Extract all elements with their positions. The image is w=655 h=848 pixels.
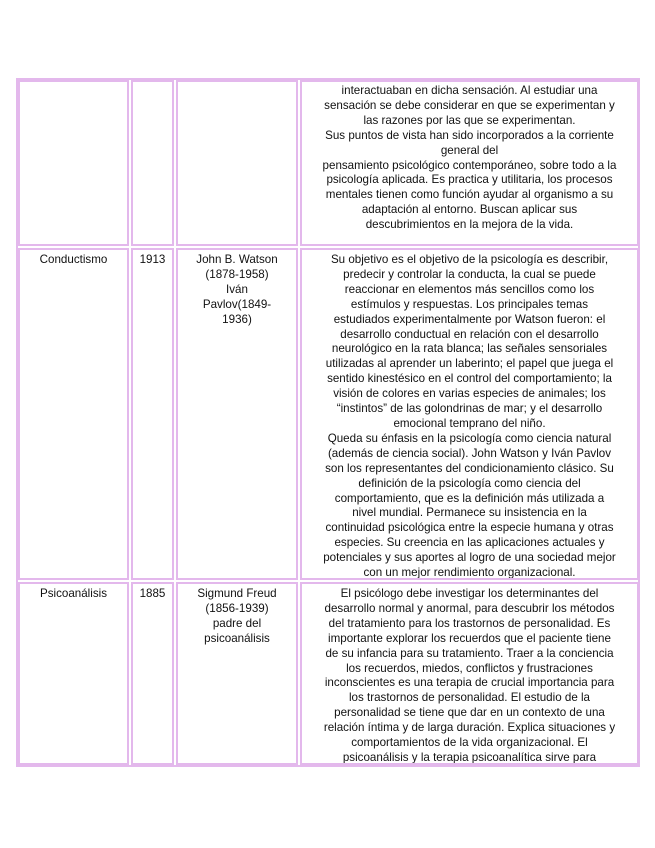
table-cell-year bbox=[131, 582, 174, 765]
table-cell-year bbox=[131, 248, 174, 580]
table-cell-school bbox=[18, 582, 129, 765]
description-paragraph: Queda su énfasis en la psicología como ciencia natural (además de ciencia social). John Watson y Iván Pavlov son los representantes del condicionamiento clásico. Su definición de la psicología como ciencia del comportamiento, que es la definición más utilizada a nivel mundial. Permanece su insistencia en la continuidad psicológica entre la especie humana y otras especies. Su creencia en las aplicaciones actuales y potenciales y sus aportes al logro de una sociedad mejor con un mejor rendimiento organizacional. bbox=[323, 431, 616, 580]
school-year: 1913 bbox=[139, 253, 166, 266]
table-cell-description bbox=[300, 248, 639, 580]
table-cell-school bbox=[18, 248, 129, 580]
description-paragraph: interactuaban en dicha sensación. Al estudiar una sensación se debe considerar en que se experimentan y las razones por las que se experimentan. bbox=[324, 84, 615, 127]
description-paragraph: pensamiento psicológico contemporáneo, sobre todo a la psicología aplicada. Es practica y utilitaria, los procesos mentales tienen como función ayudar al organismo a su adaptación al entorno. Buscan aplicar sus descubrimientos en la mejora de la vida. bbox=[322, 158, 617, 232]
table-cell-authors bbox=[176, 80, 298, 246]
school-year: 1885 bbox=[139, 587, 166, 600]
table-cell-description bbox=[300, 80, 639, 246]
description-paragraph: Sus puntos de vista han sido incorporados a la corriente general del bbox=[325, 128, 614, 157]
table-cell-school bbox=[18, 80, 129, 246]
description-paragraph: Su objetivo es el objetivo de la psicología es describir, predecir y controlar la conducta, la cual se puede reaccionar en elementos más sencillos como los estímulos y respuestas. Los principales temas estudiados experimentalmente por Watson fueron: el desarrollo conductual en relación con el desarrollo neurológico en la rata blanca; las señales sensoriales utilizadas al aprender un laberinto; el papel que juega el sentido kinestésico en el control del comportamiento; la visión de colores en varias especies de animales; los “instintos” de las golondrinas de mar; y el desarrollo emocional temprano del niño. bbox=[325, 253, 614, 430]
table-cell-description bbox=[300, 582, 639, 765]
school-name: Conductismo bbox=[39, 253, 108, 266]
school-name: Psicoanálisis bbox=[39, 587, 107, 600]
table-cell-authors bbox=[176, 248, 298, 580]
table-cell-authors bbox=[176, 582, 298, 765]
description-paragraph: El psicólogo debe investigar los determinantes del desarrollo normal y anormal, para descubrir los métodos del tratamiento para los trastornos de personalidad. Es importante explorar los recuerdos que el paciente tiene de su infancia para su tratamiento. Traer a la conciencia los recuerdos, miedos, conflictos y frustraciones inconscientes es una terapia de crucial importancia para los trastornos de personalidad. El estudio de la personalidad se tiene que dar en un contexto de una relación íntima y de larga duración. Explica situaciones y comportamientos de la vida organizacional. El psicoanálisis y la terapia psicoanalítica sirve para bbox=[323, 587, 616, 764]
table-cell-year bbox=[131, 80, 174, 246]
school-authors: John B. Watson (1878-1958) Iván Pavlov(1849- 1936) bbox=[196, 253, 278, 326]
school-authors: Sigmund Freud (1856-1939) padre del psicoanálisis bbox=[197, 587, 277, 645]
